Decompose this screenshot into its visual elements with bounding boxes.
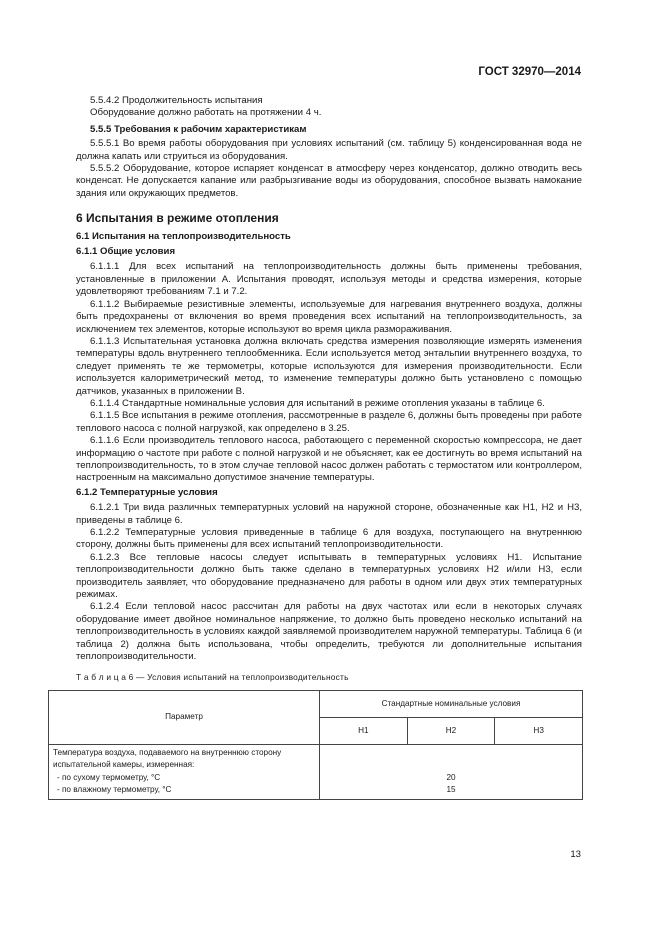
- table-caption: Т а б л и ц а 6 — Условия испытаний на теплопроизводительность: [76, 672, 349, 683]
- section-subheading: 6.1 Испытания на теплопроизводительность: [76, 230, 291, 242]
- paragraph: 6.1.2.4 Если тепловой насос рассчитан для работы на двух частотах или если в некоторых случаях оборудование имеет двойное номинальное напряжение, то должно быть проведено несколько испытаний на теплопроизводительность в условиях каждой заявляемой производителем наружной температуры. Таблица 6 (и таблица 2) должна быть использована, чтобы определить, требуются ли дополнительные испытания теплопроизводительности.: [76, 601, 582, 663]
- subsection-heading: 5.5.5 Требования к рабочим характеристикам: [90, 123, 307, 135]
- col-h2: Н2: [407, 717, 495, 744]
- paragraph: 6.1.1.3 Испытательная установка должна включать средства измерения позволяющие измерять изменения температуры вдоль внутреннего теплообменника. Если используется метод энтальпии внутреннего воздуха, то следует применять те же термометры, которые используются для измерения производительности. Если используется калориметрический метод, то изменение температуры должно быть установлено с помощью датчиков, указанных в приложении В.: [76, 335, 582, 397]
- row-wet-label: - по влажному термометру, °С: [57, 785, 172, 795]
- paragraph: 5.5.5.2 Оборудование, которое испаряет конденсат в атмосферу через конденсатор, должно отводить весь конденсат. Не допускается капание или разбрызгивание воды из оборудования, способное вызвать намокание здания или окружающих предметов.: [76, 163, 582, 199]
- param-header: Параметр: [49, 690, 320, 744]
- section-heading: 6 Испытания в режиме отопления: [76, 211, 279, 226]
- paragraph: 6.1.1.5 Все испытания в режиме отопления, рассмотренные в разделе 6, должны быть проведены при работе теплового насоса с полной нагрузкой, как определено в 3.25.: [76, 410, 582, 434]
- table-values: [320, 744, 583, 799]
- section-subheading: 6.1.2 Температурные условия: [76, 486, 218, 498]
- paragraph: 6.1.1.6 Если производитель теплового насоса, работающего с переменной скоростью компрессора, не дает информацию о частоте при работе с полной нагрузкой и не объясняет, как ее достигнуть во время испытаний на теплопроизводительность, то в этом случае тепловой насос должен работать с термостатом или контроллером, настроенным на максимально допустимое значение температуры.: [76, 435, 582, 484]
- col-h3: Н3: [495, 717, 583, 744]
- conditions-table: [48, 690, 583, 800]
- row-label-text: Температура воздуха, подаваемого на внутреннюю сторону испытательной камеры, измеренная:: [53, 747, 282, 770]
- page-number: 13: [570, 849, 581, 860]
- value-wet: 15: [446, 785, 456, 795]
- col-h1: Н1: [320, 717, 408, 744]
- paragraph: 6.1.1.4 Стандартные номинальные условия для испытаний в режиме отопления указаны в таблице 6.: [90, 397, 545, 409]
- paragraph: 6.1.1.2 Выбираемые резистивные элементы, используемые для нагревания внутреннего воздуха, должны быть предохранены от включения во время проведения всех испытаний на теплопроизводительность, за исключением тех элементов, которые используют во время цикла размораживания.: [76, 298, 582, 335]
- paragraph: 6.1.2.1 Три вида различных температурных условий на наружной стороне, обозначенные как Н1, Н2 и Н3, приведены в таблице 6.: [76, 502, 582, 526]
- paragraph: Оборудование должно работать на протяжении 4 ч.: [90, 107, 322, 119]
- standard-number: ГОСТ 32970—2014: [478, 66, 581, 78]
- paragraph: 6.1.1.1 Для всех испытаний на теплопроизводительность должны быть применены требования, установленные в приложении А. Испытания проводят, используя методы и средства измерения, которые удовлетворяют требованиям 7.1 и 7.2.: [76, 261, 582, 298]
- page-body: [53, 95, 582, 800]
- table-row-label: [49, 744, 320, 799]
- row-dry-label: - по сухому термометру, °С: [57, 772, 161, 782]
- paragraph: 5.5.4.2 Продолжительность испытания: [90, 95, 263, 106]
- paragraph: 6.1.2.2 Температурные условия приведенные в таблице 6 для воздуха, поступающего на внутреннюю сторону, должны быть применены для всех испытаний теплопроизводительности.: [76, 527, 582, 551]
- paragraph: 5.5.5.1 Во время работы оборудования при условиях испытаний (см. таблицу 5) конденсированная вода не должна капать или струиться из оборудования.: [76, 138, 582, 162]
- conditions-header: Стандартные номинальные условия: [320, 690, 583, 717]
- value-dry: 20: [446, 772, 456, 782]
- section-subheading: 6.1.1 Общие условия: [76, 246, 176, 258]
- paragraph: 6.1.2.3 Все тепловые насосы следует испытывать в температурных условиях Н1. Испытание теплопроизводительности должно быть также сделано в температурных условиях Н2 и/или Н3, если производитель заявляет, что оборудование предназначено для работы в одном или двух этих температурных режимах.: [76, 551, 582, 601]
